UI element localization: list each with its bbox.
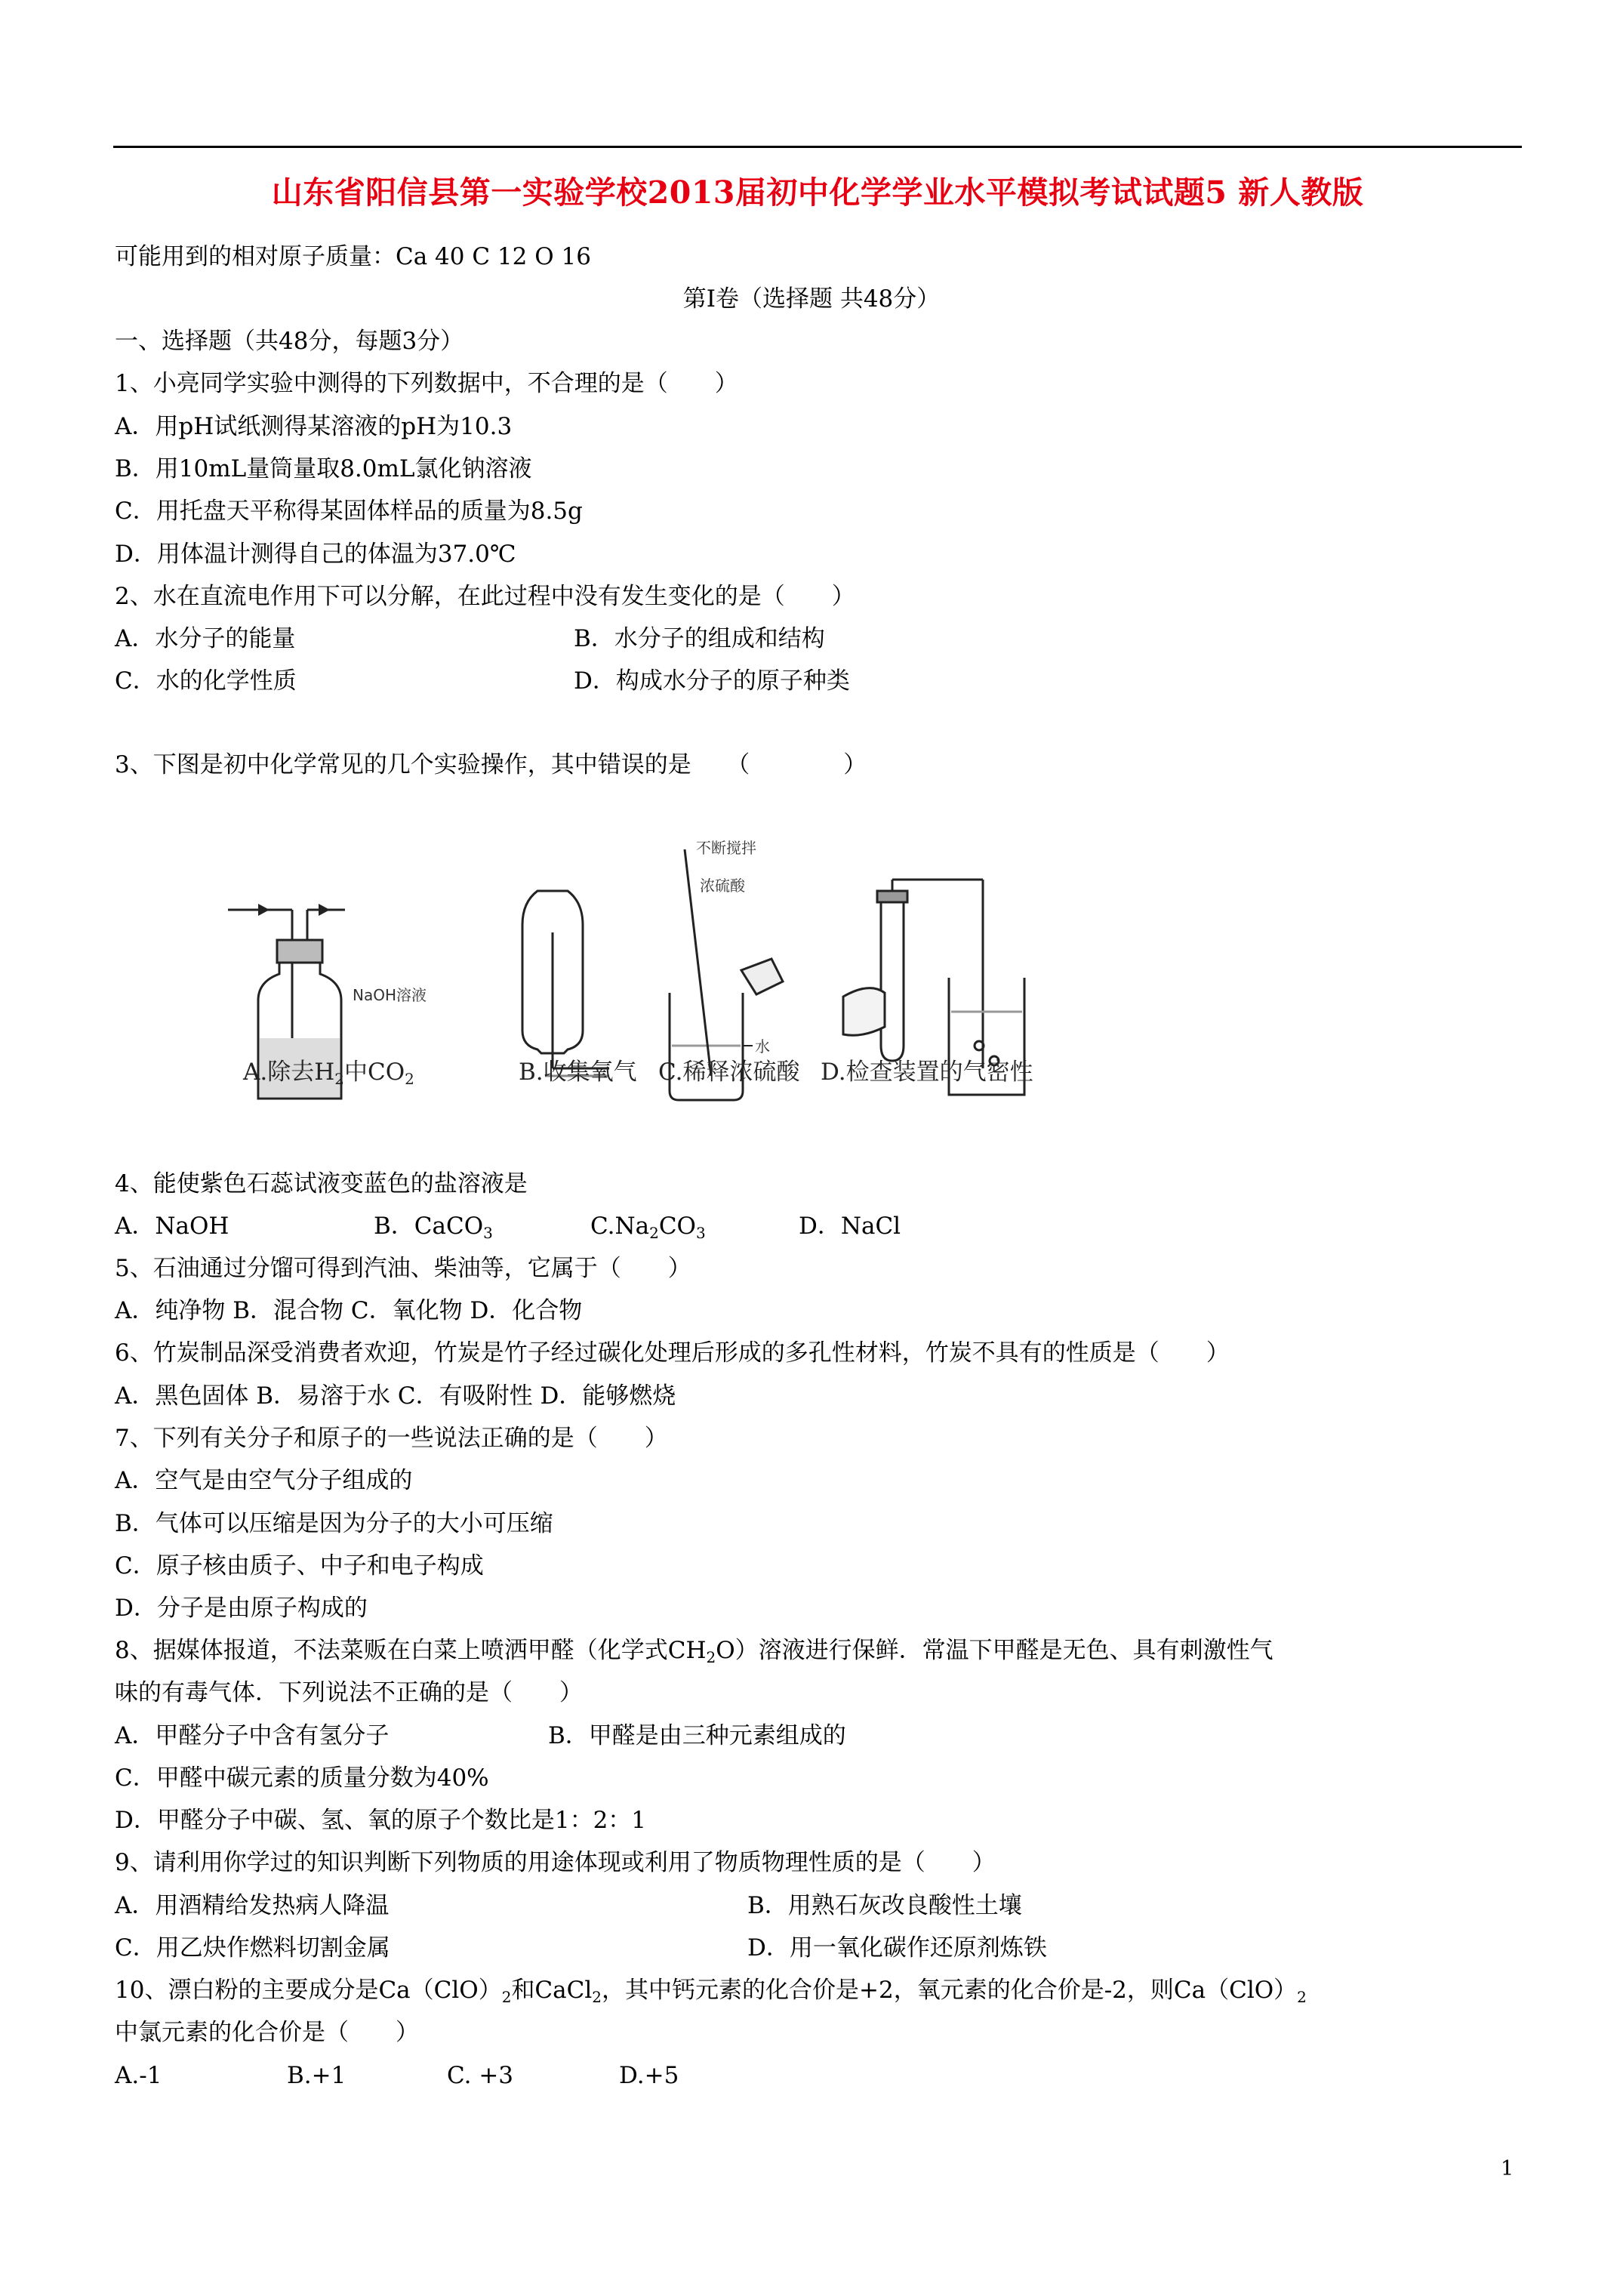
experiment-figure [213, 819, 1104, 1121]
question-1-option-d: D．用体温计测得自己的体温为37.0℃ [115, 541, 516, 568]
question-10-option-b: B.+1 [287, 2062, 346, 2089]
question-6-options: A．黑色固体 B．易溶于水 C．有吸附性 D．能够燃烧 [115, 1382, 676, 1410]
question-3-stem: 3、下图是初中化学常见的几个实验操作，其中错误的是 （ ） [115, 751, 867, 778]
question-7-stem: 7、下列有关分子和原子的一些说法正确的是（ ） [115, 1425, 668, 1452]
question-9-option-c: C．用乙炔作燃料切割金属 [115, 1934, 390, 1962]
page-title: 山东省阳信县第一实验学校2013届初中化学学业水平模拟考试试题5 新人教版 [271, 174, 1364, 211]
atomic-mass-line: 可能用到的相对原子质量：Ca 40 C 12 O 16 [115, 243, 591, 270]
caption-b: B.收集氧气 [519, 1059, 637, 1086]
stir-label: 不断搅拌 [696, 839, 756, 857]
caption-c: C.稀释浓硫酸 [658, 1059, 800, 1086]
question-9-option-a: A．用酒精给发热病人降温 [115, 1892, 390, 1919]
question-8-option-a: A．甲醛分子中含有氢分子 [115, 1722, 390, 1749]
apparatus-b-inverted-bottle [522, 891, 609, 1076]
question-9-option-d: D．用一氧化碳作还原剂炼铁 [747, 1934, 1047, 1962]
header-rule [113, 146, 1522, 148]
page-number: 1 [1501, 2157, 1514, 2180]
question-10-stem-line2: 中氯元素的化合价是（ ） [115, 2019, 419, 2046]
section-title: 第Ⅰ卷（选择题 共48分） [682, 285, 941, 313]
question-8-option-d: D．甲醛分子中碳、氢、氧的原子个数比是1：2：1 [115, 1807, 647, 1834]
question-2-option-a: A．水分子的能量 [115, 625, 296, 652]
caption-a: A.除去H2中CO2 [243, 1059, 414, 1088]
question-4-option-d: D．NaCl [799, 1213, 901, 1240]
naoh-label: NaOH溶液 [353, 986, 427, 1004]
question-8-option-b: B．甲醛是由三种元素组成的 [548, 1722, 846, 1749]
caption-d: D.检查装置的气密性 [821, 1059, 1033, 1086]
question-4-option-c: $C.Na_2CO_3$ [590, 1213, 706, 1242]
question-7-option-d: D．分子是由原子构成的 [115, 1595, 368, 1622]
question-9-stem: 9、请利用你学过的知识判断下列物质的用途体现或利用了物质物理性质的是（ ） [115, 1849, 996, 1876]
question-4-option-a: A．NaOH [115, 1213, 229, 1240]
question-6-stem: 6、竹炭制品深受消费者欢迎，竹炭是竹子经过碳化处理后形成的多孔性材料，竹炭不具有的性质是（ ） [115, 1339, 1230, 1367]
question-8-stem-line1: 8、据媒体报道，不法菜贩在白菜上喷洒甲醛（化学式$CH_2O$）溶液进行保鲜．常温下甲醛是无色、具有刺激性气 [115, 1637, 1273, 1666]
question-7-option-a: A．空气是由空气分子组成的 [115, 1467, 413, 1494]
question-2-stem: 2、水在直流电作用下可以分解，在此过程中没有发生变化的是（ ） [115, 583, 855, 610]
part-heading: 一、选择题（共48分，每题3分） [115, 328, 464, 355]
question-1-option-a: A．用pH试纸测得某溶液的pH为10.3 [115, 413, 513, 440]
question-1-option-c: C．用托盘天平称得某固体样品的质量为8.5g [115, 498, 583, 525]
question-10-option-c: C. +3 [447, 2062, 514, 2089]
question-5-options: A．纯净物 B．混合物 C．氧化物 D．化合物 [115, 1297, 583, 1324]
question-4-option-b: B．CaCO$_3$ [374, 1213, 493, 1242]
question-10-option-a: A.-1 [115, 2062, 162, 2089]
question-2-option-d: D．构成水分子的原子种类 [574, 667, 850, 695]
question-2-option-c: C．水的化学性质 [115, 667, 297, 695]
question-1-option-b: B．用10mL量筒量取8.0mL氯化钠溶液 [115, 455, 532, 482]
question-9-option-b: B．用熟石灰改良酸性土壤 [747, 1892, 1022, 1919]
question-10-option-d: D.+5 [619, 2062, 679, 2089]
question-4-stem: 4、能使紫色石蕊试液变蓝色的盐溶液是 [115, 1170, 528, 1197]
question-1-stem: 1、小亮同学实验中测得的下列数据中，不合理的是（ ） [115, 370, 738, 397]
question-7-option-c: C．原子核由质子、中子和电子构成 [115, 1552, 484, 1579]
water-label: 水 [755, 1037, 770, 1056]
question-8-option-c: C．甲醛中碳元素的质量分数为40% [115, 1764, 489, 1792]
question-2-option-b: B．水分子的组成和结构 [574, 625, 825, 652]
question-8-stem-line2: 味的有毒气体．下列说法不正确的是（ ） [115, 1679, 583, 1706]
question-10-stem-line1: 10、漂白粉的主要成分是$Ca(ClO)_2$和CaCl$_2$，其中钙元素的化合价是+2，氧元素的化合价是-2，则$Ca(ClO)_2$ [115, 1977, 1307, 2006]
acid-label: 浓硫酸 [700, 877, 745, 895]
question-5-stem: 5、石油通过分馏可得到汽油、柴油等，它属于（ ） [115, 1255, 691, 1282]
question-7-option-b: B．气体可以压缩是因为分子的大小可压缩 [115, 1510, 553, 1537]
